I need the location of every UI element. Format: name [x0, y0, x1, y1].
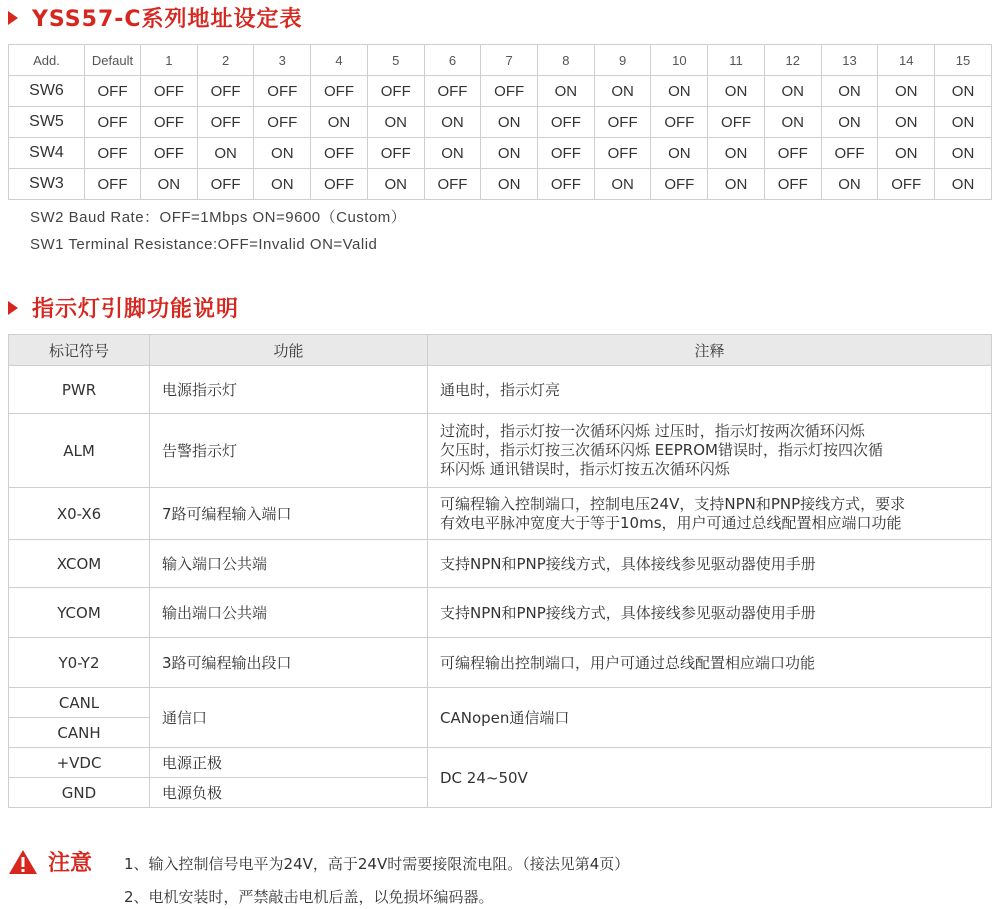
switch-label: SW4 — [9, 138, 85, 169]
switch-state-cell: OFF — [594, 107, 651, 138]
switch-state-cell: ON — [254, 169, 311, 200]
table-row — [9, 638, 992, 688]
pin-symbol: GND — [9, 778, 150, 808]
pin-function: 输出端口公共端 — [150, 588, 428, 638]
table-header-row — [9, 335, 992, 366]
pin-note: 通电时，指示灯亮 — [428, 366, 992, 414]
warning-heading — [8, 846, 92, 877]
header-cell: 4 — [311, 45, 368, 76]
switch-state-cell: OFF — [197, 76, 254, 107]
section-title-text: YSS57-C系列地址设定表 — [32, 7, 303, 32]
pin-symbol: PWR — [9, 366, 150, 414]
switch-state-cell: ON — [935, 138, 992, 169]
switch-state-cell: OFF — [821, 138, 878, 169]
section-title-address — [8, 2, 303, 33]
switch-state-cell: OFF — [85, 169, 141, 200]
warning-triangle-icon — [8, 849, 38, 875]
table-row — [9, 107, 992, 138]
switch-state-cell: ON — [821, 76, 878, 107]
table-row — [9, 688, 992, 718]
pin-symbol: +VDC — [9, 748, 150, 778]
switch-state-cell: OFF — [311, 169, 368, 200]
note-line: 欠压时，指示灯按三次循环闪烁 EEPROM错误时，指示灯按四次循 — [440, 441, 883, 459]
switch-state-cell: ON — [481, 169, 538, 200]
section-title-text: 指示灯引脚功能说明 — [32, 297, 240, 322]
header-cell: Default — [85, 45, 141, 76]
switch-state-cell: ON — [254, 138, 311, 169]
switch-state-cell: OFF — [424, 169, 481, 200]
warning-item: 1、输入控制信号电平为24V，高于24V时需要接限流电阻。（接法见第4页） — [124, 855, 630, 873]
switch-state-cell: ON — [764, 107, 821, 138]
pin-symbol: ALM — [9, 414, 150, 488]
pin-note: 可编程输出控制端口，用户可通过总线配置相应端口功能 — [428, 638, 992, 688]
header-cell: 6 — [424, 45, 481, 76]
address-table — [8, 44, 992, 200]
switch-state-cell: OFF — [254, 107, 311, 138]
switch-state-cell: OFF — [85, 107, 141, 138]
table-row — [9, 488, 992, 540]
table-row — [9, 169, 992, 200]
switch-state-cell: OFF — [651, 169, 708, 200]
pin-symbol: X0-X6 — [9, 488, 150, 540]
header-function: 功能 — [150, 335, 428, 366]
switch-state-cell: OFF — [764, 138, 821, 169]
triangle-bullet-icon — [8, 301, 18, 315]
sw1-note: SW1 Terminal Resistance:OFF=Invalid ON=Valid — [30, 236, 378, 253]
switch-state-cell: OFF — [481, 76, 538, 107]
switch-state-cell: OFF — [424, 76, 481, 107]
switch-state-cell: ON — [367, 107, 424, 138]
switch-state-cell: OFF — [538, 138, 595, 169]
switch-state-cell: OFF — [538, 169, 595, 200]
note-line: 有效电平脉冲宽度大于等于10ms，用户可通过总线配置相应端口功能 — [440, 513, 902, 532]
switch-state-cell: ON — [764, 76, 821, 107]
switch-state-cell: OFF — [85, 138, 141, 169]
header-cell: 9 — [594, 45, 651, 76]
warning-item: 2、电机安装时，严禁敲击电机后盖，以免损坏编码器。 — [124, 888, 494, 906]
switch-state-cell: OFF — [254, 76, 311, 107]
pin-function: 电源负极 — [150, 778, 428, 808]
header-cell: 5 — [367, 45, 424, 76]
header-cell: Add. — [9, 45, 85, 76]
pin-function-table — [8, 334, 992, 808]
table-row — [9, 588, 992, 638]
table-row — [9, 414, 992, 488]
switch-state-cell: ON — [821, 107, 878, 138]
switch-state-cell: ON — [141, 169, 198, 200]
header-cell: 1 — [141, 45, 198, 76]
switch-state-cell: OFF — [367, 138, 424, 169]
switch-state-cell: ON — [481, 138, 538, 169]
pin-function: 7路可编程输入端口 — [150, 488, 428, 540]
switch-state-cell: OFF — [651, 107, 708, 138]
pin-note: 支持NPN和PNP接线方式，具体接线参见驱动器使用手册 — [428, 540, 992, 588]
sw2-note: SW2 Baud Rate：OFF=1Mbps ON=9600（Custom） — [30, 209, 407, 226]
table-header-row — [9, 45, 992, 76]
header-cell: 13 — [821, 45, 878, 76]
switch-state-cell: ON — [935, 169, 992, 200]
pin-note: CANopen通信端口 — [428, 688, 992, 748]
header-note: 注释 — [428, 335, 992, 366]
pin-symbol: YCOM — [9, 588, 150, 638]
table-row — [9, 748, 992, 778]
table-row — [9, 540, 992, 588]
switch-state-cell: ON — [481, 107, 538, 138]
switch-state-cell: ON — [935, 76, 992, 107]
pin-function: 3路可编程输出段口 — [150, 638, 428, 688]
pin-symbol: Y0-Y2 — [9, 638, 150, 688]
switch-state-cell: ON — [367, 169, 424, 200]
switch-state-cell: ON — [708, 76, 765, 107]
pin-function: 通信口 — [150, 688, 428, 748]
switch-state-cell: ON — [878, 138, 935, 169]
header-cell: 12 — [764, 45, 821, 76]
switch-state-cell: OFF — [141, 76, 198, 107]
switch-state-cell: ON — [594, 169, 651, 200]
switch-state-cell: ON — [708, 169, 765, 200]
pin-symbol: XCOM — [9, 540, 150, 588]
switch-label: SW6 — [9, 76, 85, 107]
switch-state-cell: OFF — [197, 169, 254, 200]
switch-state-cell: ON — [708, 138, 765, 169]
switch-state-cell: OFF — [367, 76, 424, 107]
switch-state-cell: ON — [197, 138, 254, 169]
pin-note — [428, 488, 992, 540]
switch-state-cell: OFF — [197, 107, 254, 138]
pin-function: 告警指示灯 — [150, 414, 428, 488]
note-line: 环闪烁 通讯错误时，指示灯按五次循环闪烁 — [440, 460, 730, 478]
switch-state-cell: OFF — [538, 107, 595, 138]
switch-state-cell: OFF — [141, 138, 198, 169]
header-cell: 2 — [197, 45, 254, 76]
switch-state-cell: ON — [878, 76, 935, 107]
switch-state-cell: OFF — [708, 107, 765, 138]
header-cell: 10 — [651, 45, 708, 76]
pin-note — [428, 414, 992, 488]
table-row — [9, 138, 992, 169]
header-cell: 14 — [878, 45, 935, 76]
switch-state-cell: ON — [424, 107, 481, 138]
table-row — [9, 366, 992, 414]
pin-note: DC 24~50V — [428, 748, 992, 808]
pin-function: 输入端口公共端 — [150, 540, 428, 588]
switch-state-cell: OFF — [85, 76, 141, 107]
switch-state-cell: OFF — [764, 169, 821, 200]
triangle-bullet-icon — [8, 11, 18, 25]
header-cell: 8 — [538, 45, 595, 76]
header-cell: 3 — [254, 45, 311, 76]
pin-note: 支持NPN和PNP接线方式，具体接线参见驱动器使用手册 — [428, 588, 992, 638]
header-cell: 7 — [481, 45, 538, 76]
switch-state-cell: OFF — [141, 107, 198, 138]
switch-state-cell: OFF — [878, 169, 935, 200]
switch-state-cell: ON — [651, 76, 708, 107]
switch-state-cell: OFF — [311, 76, 368, 107]
switch-state-cell: OFF — [311, 138, 368, 169]
header-symbol: 标记符号 — [9, 335, 150, 366]
warning-title: 注意 — [48, 851, 93, 876]
switch-state-cell: ON — [878, 107, 935, 138]
header-cell: 15 — [935, 45, 992, 76]
note-line: 过流时，指示灯按一次循环闪烁 过压时，指示灯按两次循环闪烁 — [440, 422, 865, 440]
switch-label: SW5 — [9, 107, 85, 138]
pin-symbol: CANH — [9, 718, 150, 748]
switch-state-cell: ON — [594, 76, 651, 107]
pin-function: 电源正极 — [150, 748, 428, 778]
pin-symbol: CANL — [9, 688, 150, 718]
switch-state-cell: ON — [424, 138, 481, 169]
switch-state-cell: ON — [935, 107, 992, 138]
table-row — [9, 76, 992, 107]
switch-state-cell: ON — [538, 76, 595, 107]
pin-function: 电源指示灯 — [150, 366, 428, 414]
switch-state-cell: OFF — [594, 138, 651, 169]
switch-state-cell: ON — [311, 107, 368, 138]
header-cell: 11 — [708, 45, 765, 76]
switch-state-cell: ON — [821, 169, 878, 200]
note-line: 可编程输入控制端口，控制电压24V，支持NPN和PNP接线方式，要求 — [440, 494, 906, 513]
section-title-pins — [8, 292, 239, 323]
switch-state-cell: ON — [651, 138, 708, 169]
switch-label: SW3 — [9, 169, 85, 200]
